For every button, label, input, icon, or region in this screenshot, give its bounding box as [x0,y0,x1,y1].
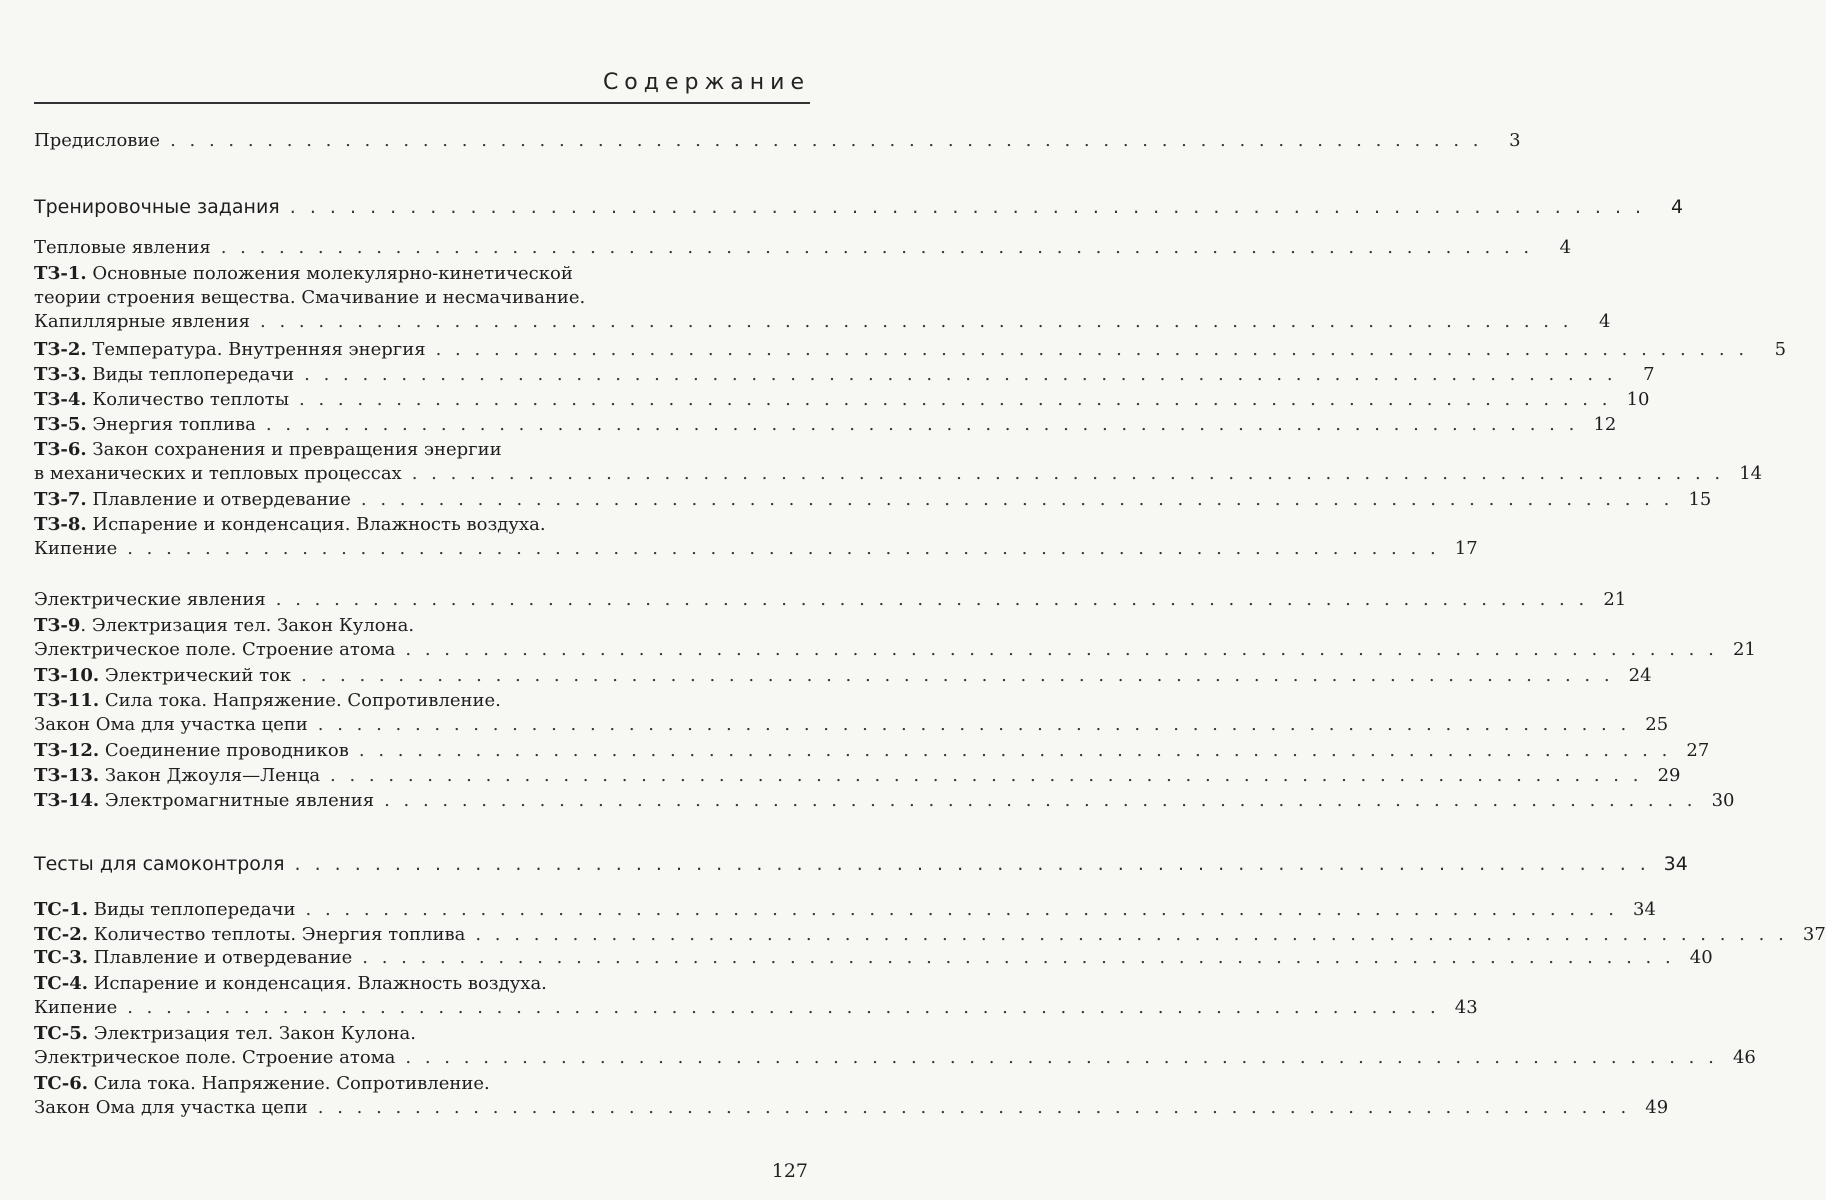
entry-text: Температура. Внутренняя энергия [92,339,426,360]
toc-page-number: 3 [1509,130,1521,151]
dot-leader: . . . . . . . . . . . . . . . . . . . . . . . . . . . . . . . . . . . . . . . . . . . . . . . . . . . . . . . . . . . . . . . . . . . . [301,665,1614,686]
entry-text: Капиллярные явления [34,311,251,332]
dot-leader: . . . . . . . . . . . . . . . . . . . . . . . . . . . . . . . . . . . . . . . . . . . . . . . . . . . . . . . . . . . . . . . . . . . . [127,997,1440,1018]
entry-code: ТЗ-5. [34,414,87,435]
toc-page-number: 29 [1657,765,1681,786]
toc-page-number: 43 [1454,997,1478,1018]
entry-code: ТЗ-2. [34,339,87,360]
dot-leader: . . . . . . . . . . . . . . . . . . . . . . . . . . . . . . . . . . . . . . . . . . . . . . . . . . . . . . . . . . . . . . . . . . . . [330,765,1643,786]
entry-text: Испарение и конденсация. Влажность воздуха. [93,973,547,994]
entry-text: Количество теплоты [92,389,290,410]
toc-entry-tz6 [34,438,1763,486]
toc-page-number: 25 [1645,714,1669,735]
entry-code: ТЗ-1. [34,263,87,284]
toc-entry-ts3 [34,946,1713,970]
entry-code: ТЗ-7. [34,489,87,510]
entry-text: в механических и тепловых процессах [34,463,402,484]
toc-page-number: 7 [1643,364,1655,385]
entry-code: ТЗ-9 [34,615,81,636]
entry-text: Электрический ток [104,665,292,686]
toc-page-number: 4 [1559,237,1572,258]
entry-code: ТЗ-8. [34,514,87,535]
dot-leader: . . . . . . . . . . . . . . . . . . . . . . . . . . . . . . . . . . . . . . . . . . . . . . . . . . . . . . . . . . . . . . . . . . . . [362,947,1675,968]
entry-text: Основные положения молекулярно-кинетической [92,263,573,284]
entry-code: ТС-4. [34,973,88,994]
toc-entry-tz10 [34,664,1652,688]
toc-entry-tz3 [34,363,1655,387]
toc-page-number: 37 [1802,924,1826,945]
entry-code: ТЗ-3. [34,364,87,385]
entry-code: ТЗ-10. [34,665,100,686]
dot-leader: . . . . . . . . . . . . . . . . . . . . . . . . . . . . . . . . . . . . . . . . . . . . . . . . . . . . . . . . . . . . . . . . . . . . [260,311,1573,332]
toc-page-number: 4 [1599,311,1611,332]
dot-leader: . . . . . . . . . . . . . . . . . . . . . . . . . . . . . . . . . . . . . . . . . . . . . . . . . . . . . . . . . . . . . . . . . . . . [275,589,1589,610]
entry-text: Количество теплоты. Энергия топлива [93,924,466,945]
entry-code: ТЗ-11. [34,690,100,711]
dot-leader: . . . . . . . . . . . . . . . . . . . . . . . . . . . . . . . . . . . . . . . . . . . . . . . . . . . . . . . . . . . . . . . . . . . . [360,489,1674,510]
toc-section-training [34,195,1684,219]
entry-text: Электризация тел. Закон Кулона. [93,1023,416,1044]
entry-code: ТЗ-14. [34,790,100,811]
entry-text: теории строения вещества. Смачивание и несмачивание. [34,287,586,308]
toc-page-number: 30 [1711,790,1735,811]
entry-text: Электрическое поле. Строение атома [34,639,396,660]
toc-page-number: 14 [1739,463,1763,484]
toc-page-number: 15 [1688,489,1712,510]
header-rule [34,102,810,104]
toc-entry-ts5 [34,1022,1756,1070]
page-number: 127 [771,1160,808,1182]
entry-code: ТЗ-12. [34,740,100,761]
entry-code: ТС-1. [34,899,88,920]
toc-entry-ts6 [34,1072,1669,1120]
dot-leader: . . . . . . . . . . . . . . . . . . . . . . . . . . . . . . . . . . . . . . . . . . . . . . . . . . . . . . . . . . . . . . . . . . . . [475,924,1788,945]
entry-code: ТЗ-13. [34,765,100,786]
toc-subsection-title: Тепловые явления [34,237,211,258]
dot-leader: . . . . . . . . . . . . . . . . . . . . . . . . . . . . . . . . . . . . . . . . . . . . . . . . . . . . . . . . . . . . . . . . . . . . [317,714,1631,735]
entry-text: Плавление и отвердевание [92,489,351,510]
toc-page-number: 40 [1689,947,1713,968]
toc-entry-tz11 [34,689,1669,737]
toc-subsection-electric [34,588,1627,612]
toc-entry-tz2 [34,338,1787,362]
entry-code: ТС-5. [34,1023,88,1044]
toc-entry-tz8 [34,513,1478,561]
entry-text: Кипение [34,538,118,559]
entry-text: Кипение [34,997,118,1018]
toc-entry-ts2 [34,923,1826,947]
dot-leader: . . . . . . . . . . . . . . . . . . . . . . . . . . . . . . . . . . . . . . . . . . . . . . . . . . . . . . . . . . . . . . . . . . . . [299,389,1612,410]
dot-leader: . . . . . . . . . . . . . . . . . . . . . . . . . . . . . . . . . . . . . . . . . . . . . . . . . . . . . . . . . . . . . . . . . . . . [304,364,1617,385]
toc-entry-tz4 [34,388,1650,412]
toc-page-number: 12 [1593,414,1617,435]
entry-text: Энергия топлива [92,414,256,435]
dot-leader: . . . . . . . . . . . . . . . . . . . . . . . . . . . . . . . . . . . . . . . . . . . . . . . . . . . . . . . . . . . . . . . . . . . . [384,790,1697,811]
toc-subsection-thermal [34,236,1572,260]
dot-leader: . . . . . . . . . . . . . . . . . . . . . . . . . . . . . . . . . . . . . . . . . . . . . . . . . . . . . . . . . . . . . . . . . . . . [127,538,1440,559]
toc-entry-tz12 [34,739,1710,763]
toc-entry-ts1 [34,898,1656,922]
toc-page-number: 34 [1633,899,1656,920]
toc-entry-ts4 [34,972,1478,1020]
toc-page-number: 4 [1671,196,1684,218]
toc-section-self-tests [34,852,1688,876]
entry-code: ТЗ-6. [34,439,87,460]
entry-text: Соединение проводников [104,740,349,761]
dot-leader: . . . . . . . . . . . . . . . . . . . . . . . . . . . . . . . . . . . . . . . . . . . . . . . . . . . . . . . . . . . . . . . . . . . . [170,130,1483,151]
dot-leader: . . . . . . . . . . . . . . . . . . . . . . . . . . . . . . . . . . . . . . . . . . . . . . . . . . . . . . . . . . . . . . . . . . . . [405,1047,1718,1068]
toc-subsection-title: Электрические явления [34,589,266,610]
dot-leader: . . . . . . . . . . . . . . . . . . . . . . . . . . . . . . . . . . . . . . . . . . . . . . . . . . . . . . . . . . . . . . . . . . . . [289,196,1646,218]
entry-text: Виды теплопередачи [92,364,295,385]
toc-page-number: 21 [1732,639,1756,660]
toc-page-number: 24 [1628,665,1652,686]
toc-entry-tz7 [34,488,1712,512]
toc-entry-tz5 [34,413,1617,437]
entry-text: Виды теплопередачи [93,899,296,920]
dot-leader: . . . . . . . . . . . . . . . . . . . . . . . . . . . . . . . . . . . . . . . . . . . . . . . . . . . . . . . . . . . . . . . . . . . . [220,237,1534,258]
entry-text: Плавление и отвердевание [93,947,353,968]
toc-entry-tz13 [34,764,1681,788]
toc-page-number: 10 [1626,389,1650,410]
entry-text: Закон Ома для участка цепи [34,1097,308,1118]
entry-text: Закон Ома для участка цепи [34,714,308,735]
toc-page-number: 49 [1645,1097,1669,1118]
toc-page-number: 5 [1774,339,1787,360]
toc-page-number: 46 [1732,1047,1756,1068]
dot-leader: . . . . . . . . . . . . . . . . . . . . . . . . . . . . . . . . . . . . . . . . . . . . . . . . . . . . . . . . . . . . . . . . . . . . [405,639,1718,660]
toc-entry-tz1 [34,262,1611,334]
toc-page-number: 34 [1663,853,1688,875]
entry-text: . Электризация тел. Закон Кулона. [80,615,415,636]
entry-text: Электромагнитные явления [104,790,375,811]
toc-entry-tz9 [34,614,1756,662]
dot-leader: . . . . . . . . . . . . . . . . . . . . . . . . . . . . . . . . . . . . . . . . . . . . . . . . . . . . . . . . . . . . . . . . . . . . [435,339,1749,360]
dot-leader: . . . . . . . . . . . . . . . . . . . . . . . . . . . . . . . . . . . . . . . . . . . . . . . . . . . . . . . . . . . . . . . . . . . . [358,740,1672,761]
dot-leader: . . . . . . . . . . . . . . . . . . . . . . . . . . . . . . . . . . . . . . . . . . . . . . . . . . . . . . . . . . . . . . . . . . . . [317,1097,1631,1118]
entry-code: ТС-2. [34,924,88,945]
toc-section-title: Тренировочные задания [34,196,280,218]
entry-text: Электрическое поле. Строение атома [34,1047,396,1068]
dot-leader: . . . . . . . . . . . . . . . . . . . . . . . . . . . . . . . . . . . . . . . . . . . . . . . . . . . . . . . . . . . . . . . . . . . . [411,463,1725,484]
toc-page-number: 27 [1686,740,1710,761]
page-title: Содержание [602,70,810,95]
dot-leader: . . . . . . . . . . . . . . . . . . . . . . . . . . . . . . . . . . . . . . . . . . . . . . . . . . . . . . . . . . . . . . . . . . . . [305,899,1618,920]
entry-code: ТЗ-4. [34,389,87,410]
dot-leader: . . . . . . . . . . . . . . . . . . . . . . . . . . . . . . . . . . . . . . . . . . . . . . . . . . . . . . . . . . . . . . . . . . . . [294,853,1650,875]
entry-text: Сила тока. Напряжение. Сопротивление. [93,1073,490,1094]
toc-entry-title: Предисловие [34,130,161,151]
entry-code: ТС-6. [34,1073,88,1094]
entry-text: Сила тока. Напряжение. Сопротивление. [104,690,501,711]
toc-entry-tz14 [34,789,1735,813]
toc-page-number: 21 [1603,589,1627,610]
entry-text: Закон Джоуля—Ленца [104,765,321,786]
toc-entry-preface [34,129,1521,153]
entry-text: Испарение и конденсация. Влажность воздуха. [92,514,546,535]
entry-text: Закон сохранения и превращения энергии [92,439,502,460]
entry-code: ТС-3. [34,947,88,968]
toc-page-number: 17 [1454,538,1478,559]
dot-leader: . . . . . . . . . . . . . . . . . . . . . . . . . . . . . . . . . . . . . . . . . . . . . . . . . . . . . . . . . . . . . . . . . . . . [265,414,1579,435]
toc-section-title: Тесты для самоконтроля [34,853,285,875]
